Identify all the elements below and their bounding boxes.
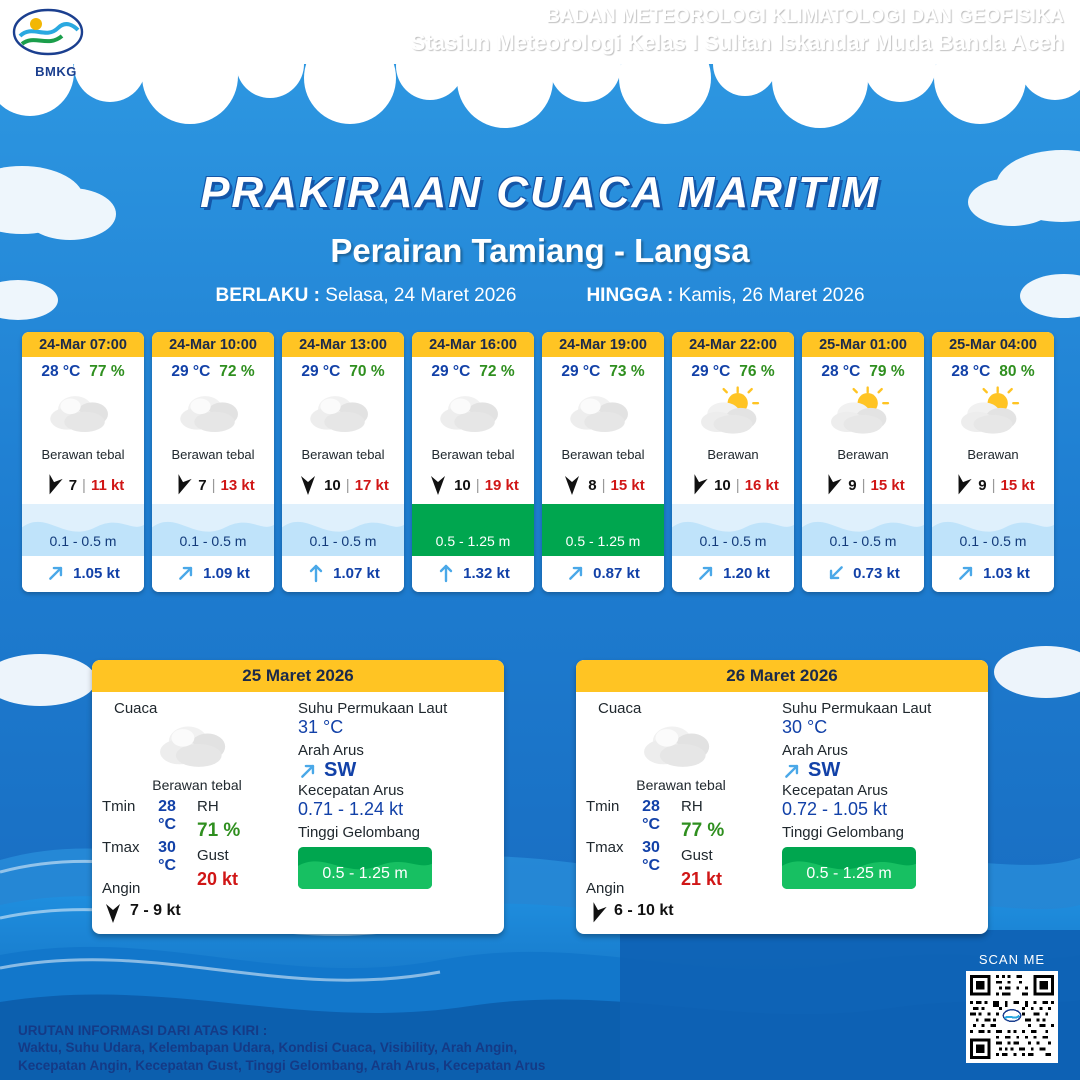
air-temperature: 28 °C bbox=[951, 363, 991, 380]
forecast-card bbox=[542, 332, 664, 592]
wave-height: 0.1 - 0.5 m bbox=[959, 533, 1027, 549]
current-speed: 1.09 kt bbox=[203, 564, 250, 582]
forecast-card bbox=[672, 332, 794, 592]
forecast-temp-humidity bbox=[802, 357, 924, 383]
page-header bbox=[0, 0, 1080, 79]
cloudy-icon bbox=[434, 386, 512, 442]
daily-condition: Berawan tebal bbox=[636, 777, 726, 793]
current-row bbox=[802, 556, 924, 592]
forecast-temp-humidity bbox=[152, 357, 274, 383]
wind-direction-icon bbox=[818, 471, 846, 499]
wind-speed: 11 kt bbox=[90, 476, 125, 494]
wind-row bbox=[802, 468, 924, 504]
forecast-temp-humidity bbox=[412, 357, 534, 383]
humidity: 77 % bbox=[89, 363, 125, 380]
wind-direction-icon bbox=[168, 471, 196, 499]
wave-height: 0.1 - 0.5 m bbox=[179, 533, 247, 549]
current-direction-icon bbox=[306, 563, 326, 583]
current-speed: 0.87 kt bbox=[593, 564, 640, 582]
humidity: 76 % bbox=[739, 363, 775, 380]
cloudy-icon bbox=[174, 386, 252, 442]
legend-line2: Waktu, Suhu Udara, Kelembapan Udara, Kondisi Cuaca, Visibility, Arah Angin, bbox=[18, 1040, 518, 1056]
wave-height: 0.5 - 1.25 m bbox=[435, 533, 511, 549]
current-speed: 1.07 kt bbox=[333, 564, 380, 582]
current-speed: 1.32 kt bbox=[463, 564, 510, 582]
partly-cloudy-icon bbox=[954, 386, 1032, 442]
bmkg-logo-icon bbox=[12, 6, 84, 64]
wind-label: Angin bbox=[102, 880, 141, 897]
current-direction-icon bbox=[692, 559, 720, 587]
current-direction-row bbox=[782, 759, 978, 782]
header-institution bbox=[100, 0, 1080, 56]
current-speed-value: 0.72 - 1.05 kt bbox=[782, 799, 888, 819]
weather-icon-wrap bbox=[22, 383, 144, 445]
wave-height-label: Tinggi Gelombang bbox=[782, 824, 905, 841]
daily-right-column bbox=[776, 700, 978, 924]
rh-value: 77 % bbox=[681, 820, 725, 841]
forecast-temp-humidity bbox=[282, 357, 404, 383]
forecast-temp-humidity bbox=[22, 357, 144, 383]
wind-row bbox=[542, 468, 664, 504]
daily-gust-label-row bbox=[197, 847, 292, 864]
forecast-card bbox=[412, 332, 534, 592]
tmax-label: Tmax bbox=[586, 839, 624, 856]
wind-direction-icon bbox=[297, 474, 319, 496]
current-speed: 0.73 kt bbox=[853, 564, 900, 582]
tmax-value: 30 °C bbox=[642, 839, 661, 874]
daily-left-column bbox=[586, 700, 776, 924]
daily-condition: Berawan tebal bbox=[152, 777, 242, 793]
forecast-card bbox=[152, 332, 274, 592]
wind-row bbox=[152, 468, 274, 504]
forecast-card bbox=[932, 332, 1054, 592]
current-row bbox=[152, 556, 274, 592]
cloudy-icon bbox=[44, 386, 122, 442]
daily-date: 25 Maret 2026 bbox=[92, 660, 504, 692]
daily-rh-row bbox=[681, 820, 776, 842]
daily-right-column bbox=[292, 700, 494, 924]
humidity: 70 % bbox=[349, 363, 385, 380]
wind-separator: | bbox=[82, 476, 86, 494]
cloudy-icon bbox=[564, 386, 642, 442]
daily-gust-row bbox=[681, 869, 776, 890]
tmin-value: 28 °C bbox=[642, 798, 661, 833]
daily-wind-row bbox=[102, 902, 197, 924]
wave-height-block bbox=[802, 504, 924, 556]
tmin-label: Tmin bbox=[102, 798, 136, 815]
wind-speed: 19 kt bbox=[484, 476, 519, 494]
forecast-time: 25-Mar 01:00 bbox=[802, 332, 924, 357]
wave-height: 0.1 - 0.5 m bbox=[699, 533, 767, 549]
qr-code-icon bbox=[970, 975, 1054, 1059]
daily-wave-badge bbox=[782, 847, 916, 889]
daily-wind-label-row bbox=[586, 880, 681, 897]
forecast-card bbox=[282, 332, 404, 592]
current-direction-icon bbox=[952, 559, 980, 587]
wave-height: 0.1 - 0.5 m bbox=[829, 533, 897, 549]
weather-condition: Berawan bbox=[837, 447, 889, 462]
weather-icon-wrap bbox=[802, 383, 924, 445]
valid-from-value: Selasa, 24 Maret 2026 bbox=[325, 285, 517, 306]
sst-label: Suhu Permukaan Laut bbox=[298, 700, 448, 717]
current-direction-icon bbox=[562, 559, 590, 587]
current-speed: 1.03 kt bbox=[983, 564, 1030, 582]
wind-direction-value: 8 bbox=[588, 476, 597, 494]
wave-height-block bbox=[932, 504, 1054, 556]
wave-height-block bbox=[672, 504, 794, 556]
current-row bbox=[672, 556, 794, 592]
tmax-label: Tmax bbox=[102, 839, 140, 856]
wind-direction-value: 10 bbox=[324, 476, 341, 494]
daily-tmin-row bbox=[586, 798, 681, 834]
gust-value: 21 kt bbox=[681, 869, 723, 889]
wind-direction-icon bbox=[102, 902, 124, 924]
forecast-card bbox=[802, 332, 924, 592]
current-direction-icon bbox=[42, 559, 70, 587]
legend-line3: Kecepatan Angin, Kecepatan Gust, Tinggi Gelombang, Arah Arus, Kecepatan Arus bbox=[18, 1057, 546, 1073]
weather-condition: Berawan bbox=[707, 447, 759, 462]
current-speed-value: 0.71 - 1.24 kt bbox=[298, 799, 404, 819]
header-line2: Stasiun Meteorologi Kelas I Sultan Iskandar Muda Banda Aceh bbox=[410, 30, 1064, 55]
daily-rh-label-row bbox=[681, 798, 776, 815]
bmkg-logo-block bbox=[0, 0, 100, 79]
daily-wave-badge bbox=[298, 847, 432, 889]
valid-from-label: BERLAKU : bbox=[215, 285, 320, 306]
wave-height-block bbox=[412, 504, 534, 556]
current-direction-label: Arah Arus bbox=[782, 742, 848, 759]
weather-icon-wrap bbox=[542, 383, 664, 445]
current-speed-label: Kecepatan Arus bbox=[782, 782, 888, 799]
forecast-time: 24-Mar 07:00 bbox=[22, 332, 144, 357]
wind-direction-value: 10 bbox=[714, 476, 731, 494]
wave-height-label: Tinggi Gelombang bbox=[298, 824, 421, 841]
forecast-time: 24-Mar 16:00 bbox=[412, 332, 534, 357]
sst-value: 30 °C bbox=[782, 717, 828, 737]
daily-tmax-row bbox=[586, 839, 681, 875]
weather-icon-wrap bbox=[672, 383, 794, 445]
current-speed-label: Kecepatan Arus bbox=[298, 782, 404, 799]
forecast-time: 24-Mar 13:00 bbox=[282, 332, 404, 357]
current-speed: 1.20 kt bbox=[723, 564, 770, 582]
current-row bbox=[932, 556, 1054, 592]
weather-icon-wrap bbox=[932, 383, 1054, 445]
wind-direction-icon bbox=[39, 471, 67, 499]
wave-height: 0.1 - 0.5 m bbox=[49, 533, 117, 549]
daily-tmin-row bbox=[102, 798, 197, 834]
wave-height: 0.1 - 0.5 m bbox=[309, 533, 377, 549]
partly-cloudy-icon bbox=[694, 386, 772, 442]
wind-row bbox=[412, 468, 534, 504]
partly-cloudy-icon bbox=[824, 386, 902, 442]
gust-label: Gust bbox=[197, 847, 229, 864]
wave-height: 0.5 - 1.25 m bbox=[565, 533, 641, 549]
weather-icon-wrap bbox=[282, 383, 404, 445]
daily-rh-label-row bbox=[197, 798, 292, 815]
wind-speed: 13 kt bbox=[220, 476, 255, 494]
current-row bbox=[412, 556, 534, 592]
sst-label: Suhu Permukaan Laut bbox=[782, 700, 932, 717]
cloudy-icon bbox=[637, 715, 725, 778]
current-direction-icon bbox=[294, 756, 322, 784]
current-direction-row bbox=[298, 759, 494, 782]
valid-to-label: HINGGA : bbox=[586, 285, 674, 306]
air-temperature: 29 °C bbox=[301, 363, 341, 380]
forecast-time: 24-Mar 22:00 bbox=[672, 332, 794, 357]
forecast-time: 24-Mar 10:00 bbox=[152, 332, 274, 357]
validity-period bbox=[0, 285, 1080, 307]
daily-wave-value: 0.5 - 1.25 m bbox=[806, 865, 892, 882]
wind-direction-value: 10 bbox=[454, 476, 471, 494]
cloudy-icon bbox=[153, 715, 241, 778]
forecast-time: 24-Mar 19:00 bbox=[542, 332, 664, 357]
wind-separator: | bbox=[345, 476, 350, 494]
daily-wind-value: 6 - 10 kt bbox=[614, 902, 674, 919]
wind-direction-icon bbox=[583, 899, 611, 927]
weather-icon-wrap bbox=[412, 383, 534, 445]
legend-note bbox=[18, 1022, 658, 1074]
daily-wave-value: 0.5 - 1.25 m bbox=[322, 865, 408, 882]
daily-forecast-card bbox=[92, 660, 504, 934]
current-direction-icon bbox=[778, 756, 806, 784]
wind-separator: | bbox=[601, 476, 606, 494]
wind-direction-value: 7 bbox=[198, 476, 207, 494]
daily-weather-label: Cuaca bbox=[114, 700, 158, 717]
valid-to bbox=[586, 285, 864, 307]
humidity: 79 % bbox=[869, 363, 905, 380]
weather-condition: Berawan bbox=[967, 447, 1019, 462]
daily-wind-row bbox=[586, 902, 681, 924]
weather-icon-wrap bbox=[152, 383, 274, 445]
daily-wind-label-row bbox=[102, 880, 197, 897]
humidity: 72 % bbox=[479, 363, 515, 380]
daily-weather-icon-wrap bbox=[102, 717, 292, 777]
current-row bbox=[542, 556, 664, 592]
tmax-value: 30 °C bbox=[158, 839, 177, 874]
daily-forecast-list bbox=[0, 660, 1080, 934]
daily-rh-row bbox=[197, 820, 292, 842]
daily-wind-value: 7 - 9 kt bbox=[130, 902, 181, 919]
sst-value: 31 °C bbox=[298, 717, 344, 737]
wind-label: Angin bbox=[586, 880, 625, 897]
wave-height-block bbox=[22, 504, 144, 556]
wind-direction-icon bbox=[684, 471, 712, 499]
air-temperature: 28 °C bbox=[41, 363, 81, 380]
weather-condition: Berawan tebal bbox=[171, 447, 255, 462]
weather-condition: Berawan tebal bbox=[41, 447, 125, 462]
daily-left-column bbox=[102, 700, 292, 924]
air-temperature: 29 °C bbox=[691, 363, 731, 380]
wind-separator: | bbox=[735, 476, 740, 494]
forecast-time: 25-Mar 04:00 bbox=[932, 332, 1054, 357]
humidity: 72 % bbox=[219, 363, 255, 380]
air-temperature: 29 °C bbox=[431, 363, 471, 380]
legend-line1: URUTAN INFORMASI DARI ATAS KIRI : bbox=[18, 1023, 268, 1038]
current-direction-icon bbox=[436, 563, 456, 583]
wind-separator: | bbox=[211, 476, 216, 494]
wind-row bbox=[282, 468, 404, 504]
air-temperature: 29 °C bbox=[171, 363, 211, 380]
current-row bbox=[282, 556, 404, 592]
forecast-temp-humidity bbox=[932, 357, 1054, 383]
gust-label: Gust bbox=[681, 847, 713, 864]
wind-direction-icon bbox=[948, 471, 976, 499]
wind-separator: | bbox=[861, 476, 866, 494]
daily-weather-label: Cuaca bbox=[598, 700, 642, 717]
current-direction-label: Arah Arus bbox=[298, 742, 364, 759]
forecast-temp-humidity bbox=[542, 357, 664, 383]
wind-speed: 15 kt bbox=[610, 476, 645, 494]
humidity: 73 % bbox=[609, 363, 645, 380]
tmin-label: Tmin bbox=[586, 798, 620, 815]
forecast-card bbox=[22, 332, 144, 592]
bmkg-logo-text: BMKG bbox=[35, 64, 77, 79]
current-speed: 1.05 kt bbox=[73, 564, 120, 582]
qr-code-image[interactable] bbox=[966, 971, 1058, 1063]
current-direction-icon bbox=[822, 559, 850, 587]
wave-height-block bbox=[282, 504, 404, 556]
air-temperature: 29 °C bbox=[561, 363, 601, 380]
valid-to-value: Kamis, 26 Maret 2026 bbox=[678, 285, 865, 306]
wind-direction-icon bbox=[561, 474, 583, 496]
forecast-temp-humidity bbox=[672, 357, 794, 383]
wind-row bbox=[932, 468, 1054, 504]
wind-speed: 16 kt bbox=[744, 476, 779, 494]
current-direction-value: SW bbox=[808, 759, 841, 781]
wind-speed: 15 kt bbox=[1000, 476, 1035, 494]
wave-height-block bbox=[542, 504, 664, 556]
humidity: 80 % bbox=[999, 363, 1035, 380]
current-direction-icon bbox=[172, 559, 200, 587]
current-row bbox=[22, 556, 144, 592]
wind-row bbox=[672, 468, 794, 504]
page-subtitle: Perairan Tamiang - Langsa bbox=[330, 232, 750, 269]
daily-weather-icon-wrap bbox=[586, 717, 776, 777]
qr-label: SCAN ME bbox=[978, 952, 1046, 967]
daily-tmax-row bbox=[102, 839, 197, 875]
wind-speed: 15 kt bbox=[870, 476, 905, 494]
cloudy-icon bbox=[304, 386, 382, 442]
wind-separator: | bbox=[991, 476, 996, 494]
weather-condition: Berawan tebal bbox=[431, 447, 515, 462]
current-direction-value: SW bbox=[324, 759, 357, 781]
valid-from bbox=[215, 285, 516, 307]
daily-date: 26 Maret 2026 bbox=[576, 660, 988, 692]
page-title: PRAKIRAAN CUACA MARITIM bbox=[200, 168, 880, 217]
air-temperature: 28 °C bbox=[821, 363, 861, 380]
daily-forecast-card bbox=[576, 660, 988, 934]
rh-value: 71 % bbox=[197, 820, 241, 841]
tmin-value: 28 °C bbox=[158, 798, 177, 833]
hourly-forecast-list bbox=[22, 332, 1062, 592]
qr-block[interactable] bbox=[966, 952, 1058, 1063]
wind-speed: 17 kt bbox=[354, 476, 389, 494]
gust-value: 20 kt bbox=[197, 869, 239, 889]
daily-gust-row bbox=[197, 869, 292, 890]
rh-label: RH bbox=[197, 798, 219, 815]
wind-direction-value: 9 bbox=[848, 476, 857, 494]
daily-gust-label-row bbox=[681, 847, 776, 864]
wind-direction-value: 7 bbox=[68, 476, 78, 494]
weather-condition: Berawan tebal bbox=[301, 447, 385, 462]
wind-row bbox=[22, 468, 144, 504]
weather-condition: Berawan tebal bbox=[561, 447, 645, 462]
wave-height-block bbox=[152, 504, 274, 556]
header-line1: BADAN METEOROLOGI KLIMATOLOGI DAN GEOFISIKA bbox=[546, 6, 1064, 27]
rh-label: RH bbox=[681, 798, 703, 815]
wind-separator: | bbox=[475, 476, 480, 494]
wind-direction-icon bbox=[427, 474, 449, 496]
wind-direction-value: 9 bbox=[978, 476, 987, 494]
